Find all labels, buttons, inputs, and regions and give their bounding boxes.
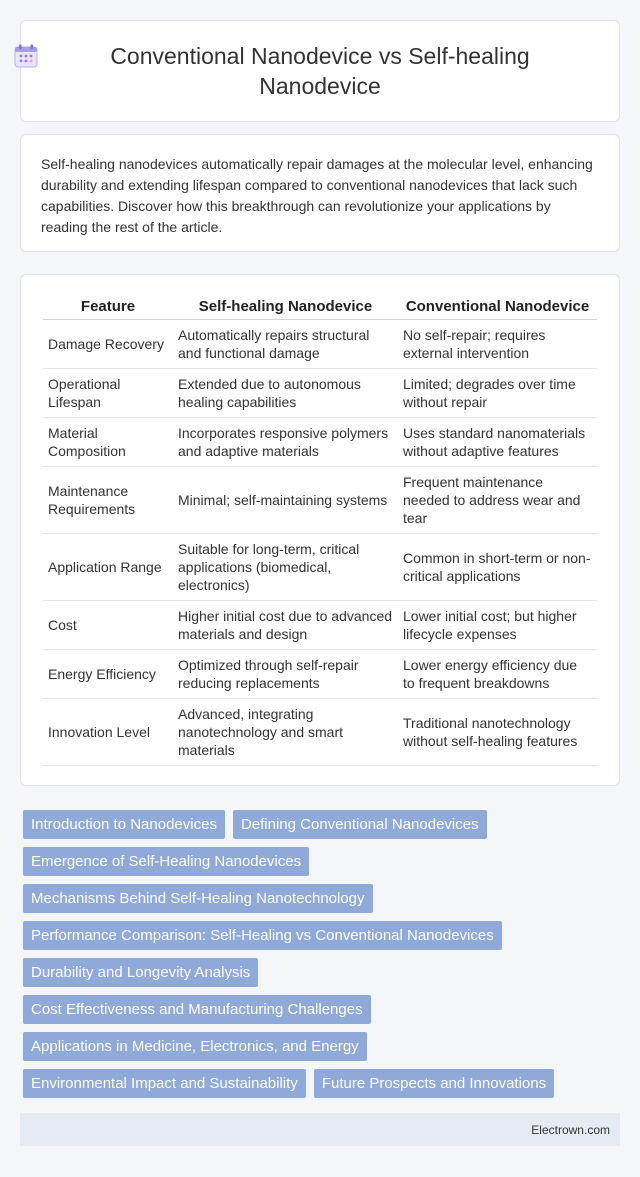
comparison-card	[20, 274, 620, 786]
topic-tag[interactable]: Introduction to Nanodevices	[23, 810, 225, 839]
topic-tag[interactable]: Mechanisms Behind Self-Healing Nanotechnology	[23, 884, 373, 913]
table-row	[43, 369, 597, 418]
comparison-table	[43, 295, 597, 766]
cell-conventional: Frequent maintenance needed to address wear and tear	[398, 467, 597, 534]
cell-feature: Maintenance Requirements	[43, 467, 173, 534]
footer-brand[interactable]: Electrown.com	[531, 1122, 610, 1137]
cell-conventional: Uses standard nanomaterials without adaptive features	[398, 418, 597, 467]
cell-self-healing: Extended due to autonomous healing capabilities	[173, 369, 398, 418]
cell-feature: Cost	[43, 601, 173, 650]
intro-text: Self-healing nanodevices automatically repair damages at the molecular level, enhancing durability and extending lifespan compared to conventional nanodevices that lack such capabilities. Discover how this breakthrough can revolutionize your applications by reading the rest of the article.	[41, 156, 593, 235]
cell-feature: Material Composition	[43, 418, 173, 467]
table-row	[43, 650, 597, 699]
cell-feature: Damage Recovery	[43, 320, 173, 369]
topic-tag[interactable]: Defining Conventional Nanodevices	[233, 810, 487, 839]
cell-self-healing: Higher initial cost due to advanced materials and design	[173, 601, 398, 650]
cell-conventional: Common in short-term or non-critical applications	[398, 534, 597, 601]
cell-self-healing: Suitable for long-term, critical applications (biomedical, electronics)	[173, 534, 398, 601]
topic-tag[interactable]: Future Prospects and Innovations	[314, 1069, 554, 1098]
cell-conventional: Traditional nanotechnology without self-healing features	[398, 699, 597, 766]
topic-tag[interactable]: Emergence of Self-Healing Nanodevices	[23, 847, 309, 876]
cell-self-healing: Automatically repairs structural and functional damage	[173, 320, 398, 369]
cell-feature: Operational Lifespan	[43, 369, 173, 418]
cell-self-healing: Optimized through self-repair reducing replacements	[173, 650, 398, 699]
table-row	[43, 320, 597, 369]
topic-tag[interactable]: Applications in Medicine, Electronics, and Energy	[23, 1032, 367, 1061]
table-header-row	[43, 295, 597, 320]
cell-conventional: No self-repair; requires external intervention	[398, 320, 597, 369]
cell-conventional: Lower initial cost; but higher lifecycle expenses	[398, 601, 597, 650]
header-self-healing: Self-healing Nanodevice	[173, 295, 398, 320]
topic-tags	[20, 810, 620, 1106]
table-row	[43, 601, 597, 650]
table-row	[43, 699, 597, 766]
table-row	[43, 418, 597, 467]
calendar-grid-icon	[13, 43, 39, 69]
cell-conventional: Lower energy efficiency due to frequent breakdowns	[398, 650, 597, 699]
header-card	[20, 20, 620, 122]
topic-tag[interactable]: Durability and Longevity Analysis	[23, 958, 258, 987]
cell-self-healing: Minimal; self-maintaining systems	[173, 467, 398, 534]
cell-conventional: Limited; degrades over time without repair	[398, 369, 597, 418]
header-conventional: Conventional Nanodevice	[398, 295, 597, 320]
table-row	[43, 467, 597, 534]
topic-tag[interactable]: Performance Comparison: Self-Healing vs Conventional Nanodevices	[23, 921, 502, 950]
cell-self-healing: Advanced, integrating nanotechnology and smart materials	[173, 699, 398, 766]
cell-feature: Energy Efficiency	[43, 650, 173, 699]
topic-tag[interactable]: Environmental Impact and Sustainability	[23, 1069, 306, 1098]
table-row	[43, 534, 597, 601]
topic-tag[interactable]: Cost Effectiveness and Manufacturing Challenges	[23, 995, 371, 1024]
cell-self-healing: Incorporates responsive polymers and adaptive materials	[173, 418, 398, 467]
footer	[20, 1113, 620, 1146]
intro-card	[20, 134, 620, 252]
cell-feature: Application Range	[43, 534, 173, 601]
page-title-wrap	[61, 41, 579, 101]
cell-feature: Innovation Level	[43, 699, 173, 766]
header-feature: Feature	[43, 295, 173, 320]
page-title: Conventional Nanodevice vs Self-healing Nanodevice	[110, 43, 530, 99]
